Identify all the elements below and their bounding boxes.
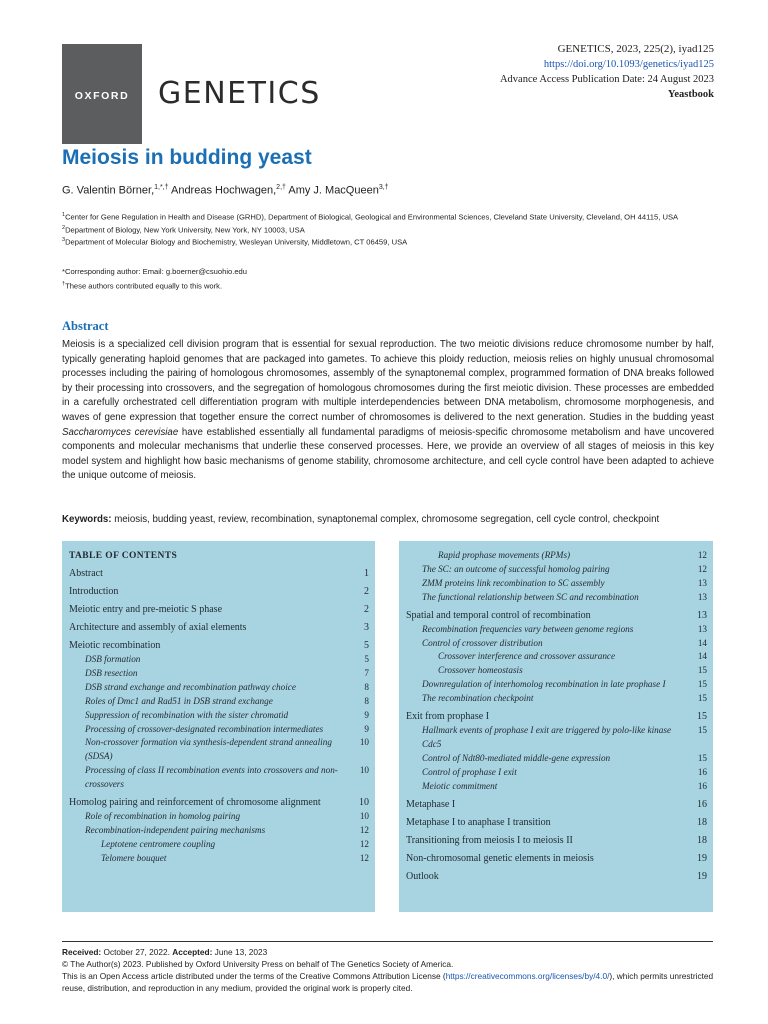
toc-entry[interactable] [406,870,707,884]
toc-entry-page: 15 [697,752,707,763]
toc-entry-page: 16 [697,780,707,791]
toc-entry-title: Recombination-independent pairing mechanisms [85,824,266,835]
toc-entry-title: Abstract [69,568,103,579]
toc-entry-title: Recombination frequencies vary between genome regions [422,623,634,634]
toc-entry[interactable] [69,621,369,635]
section-label: Yeastbook [667,89,714,100]
toc-entry[interactable] [406,852,707,866]
toc-entry[interactable] [406,563,707,577]
toc-entry[interactable] [69,681,369,695]
toc-entry-title: Non-chromosomal genetic elements in meiosis [406,852,594,864]
citation: GENETICS, 2023, 225(2), iyad125 [557,43,714,55]
toc-entry-page: 15 [697,679,707,690]
oxford-logo [62,44,142,144]
author-list [62,184,389,197]
toc-entry-page: 5 [364,640,369,651]
toc-entry[interactable] [69,796,369,810]
publisher-logo-text: OXFORD [74,90,130,102]
toc-entry-page: 7 [364,667,369,678]
toc-entry-page: 19 [697,870,707,882]
toc-entry[interactable] [69,585,369,599]
toc-entry-title: Control of prophase I exit [422,766,517,777]
toc-entry[interactable] [406,724,707,752]
toc-entry-title: Processing of crossover-designated recombination intermediates [85,723,324,734]
citation-block [500,42,714,102]
toc-entry-title: Non-crossover formation via synthesis-dependent strand annealing (SDSA) [85,737,332,762]
history-dates: Received: October 27, 2022. Accepted: June 13, 2023 [62,947,268,957]
toc-entry-page: 2 [364,586,369,597]
toc-entry-title: Rapid prophase movements (RPMs) [438,550,571,560]
toc-entry-title: ZMM proteins link recombination to SC assembly [422,577,605,588]
toc-entry[interactable] [406,798,707,812]
toc-entry-page: 9 [364,709,369,720]
toc-entry-title: Control of Ndt80-mediated middle-gene expression [422,752,611,763]
toc-entry[interactable] [406,609,707,623]
license-link[interactable]: https://creativecommons.org/licenses/by/4.0/ [445,971,610,981]
toc-entry-page: 19 [697,852,707,864]
toc-entry-title: The functional relationship between SC and recombination [422,591,639,602]
affiliations [62,210,712,248]
toc-entry[interactable] [69,838,369,852]
toc-entry[interactable] [69,603,369,617]
toc-entry[interactable] [69,810,369,824]
toc-entry-page: 5 [364,654,369,664]
toc-entry-page: 18 [697,816,707,828]
affiliation: $^1$Center for Gene Regulation in Health and Disease (GRHD), Department of Biological, Geological and Environmental Sciences, Cleveland State University, Cleveland, OH 44115, USA [62,212,679,222]
toc-entry[interactable] [406,834,707,848]
toc-entry-title: Suppression of recombination with the sister chromatid [85,709,289,720]
toc-entry[interactable] [406,678,707,692]
toc-entry-title: Meiotic recombination [69,640,161,651]
toc-entry-page: 12 [697,550,707,560]
toc-entry-page: 12 [359,824,369,835]
toc-entry-page: 16 [697,766,707,777]
toc-entry-title: Introduction [69,586,119,597]
author-name: Andreas Hochwagen, [170,184,277,197]
footer-divider [62,941,713,942]
toc-entry-title: Downregulation of interhomolog recombination in late prophase I [422,679,666,690]
author-affiliation-mark: 2,† [276,184,286,191]
keywords [62,514,722,525]
toc-entry[interactable] [406,780,707,794]
toc-entry-title: Leptotene centromere coupling [101,838,216,849]
toc-left-column [62,541,375,912]
toc-entry-title: Meiotic entry and pre-meiotic S phase [69,604,223,615]
toc-entry-page: 12 [359,838,369,849]
toc-entry-page: 10 [359,765,369,776]
toc-entry-page: 15 [697,711,707,723]
copyright: © The Author(s) 2023. Published by Oxford University Press on behalf of The Genetics Society of America. [62,959,454,969]
toc-entry[interactable] [69,764,369,792]
toc-entry[interactable] [69,824,369,838]
toc-entry[interactable] [69,695,369,709]
species-name: Saccharomyces cerevisiae [62,426,179,438]
toc-entry-page: 10 [359,737,369,748]
toc-entry[interactable] [69,709,369,723]
toc-entry-page: 12 [359,852,369,863]
journal-name: GENETICS [158,76,321,111]
toc-entry-page: 15 [697,665,707,676]
toc-entry-title: DSB formation [85,654,141,664]
toc-entry[interactable] [406,710,707,724]
toc-entry-title: Hallmark events of prophase I exit are triggered by polo-like kinase Cdc5 [422,725,672,749]
toc-entry-title: Exit from prophase I [406,711,490,723]
toc-entry[interactable] [406,752,707,766]
toc-entry-title: The recombination checkpoint [422,693,534,704]
toc-entry[interactable] [406,766,707,780]
affiliation: $^3$Department of Molecular Biology and Biochemistry, Wesleyan University, Middletown, CT 06459, USA [62,237,408,247]
author-notes [62,266,247,293]
toc-entry-page: 2 [364,604,369,615]
toc-entry[interactable] [406,816,707,830]
toc-entry-page: 12 [697,563,707,574]
toc-entry-page: 13 [697,623,707,634]
publication-date: Advance Access Publication Date: 24 August 2023 [499,74,714,85]
toc-entry-page: 18 [697,834,707,846]
keywords-list: meiosis, budding yeast, review, recombination, synaptonemal complex, chromosome segregation, cell cycle control, checkpoint [111,514,660,525]
toc-entry-page: 15 [697,725,707,736]
toc-entry-title: DSB resection [85,667,138,678]
toc-entry[interactable] [69,639,369,653]
abstract-heading: Abstract [62,319,109,333]
author-affiliation-mark: 3,† [378,184,389,191]
toc-entry-page: 1 [364,568,369,579]
abstract-text: Meiosis is a specialized cell division program that is essential for sexual reproduction. The two meiotic divisions reduce chromosome number by half, typically generating haploid genomes that are packaged into gametes. To achieve this ploidy reduction, meiosis relies on highly unusual chromosomal processes including the pairing of homologous chromosomes, assembly of the synaptonemal complex, programmed formation of DNA breaks followed by their processing into crossovers, and the segregation of homologous chromosomes during the first meiotic division. These processes are embedded in a carefully orchestrated cell differentiation program with multiple interdependencies between DNA metabolism, chromosome morphogenesis, and waves of gene expression that together ensure the correct number of chromosomes is delivered to the next generation. Studies in the budding yeast Saccharomyces cerevisiae have established essentially all fundamental paradigms of meiosis-specific chromosome metabolism and have uncovered components and molecular mechanisms that underlie these conserved processes. Here, we provide an overview of all stages of meiosis in this key model system and highlight how basic mechanisms of genome stability, chromosome architecture, and cell cycle control have been adapted to achieve the unique outcome of meiosis. [62,339,714,482]
toc-entry-page: 13 [697,609,707,621]
license-statement: This is an Open Access article distributed under the terms of the Creative Commons Attribution License (https://creativecommons.org/licenses/by/4.0/), which permits unrestricted reuse, distribution, and reproduction in any medium, provided the original work is properly cited. [62,971,714,993]
toc-entry-page: 10 [359,811,369,822]
toc-entry[interactable] [406,664,707,678]
toc-entry[interactable] [406,591,707,605]
toc-entry-page: 16 [697,798,707,810]
toc-entry[interactable] [69,667,369,681]
toc-entry-title: Control of crossover distribution [422,637,543,648]
toc-entry[interactable] [406,623,707,637]
article-footer [62,946,722,994]
toc-entry-title: Homolog pairing and reinforcement of chromosome alignment [69,797,321,809]
toc-entry-title: Role of recombination in homolog pairing [85,811,241,822]
toc-entry-title: Telomere bouquet [101,852,167,863]
toc-entry-title: Transitioning from meiosis I to meiosis II [406,834,573,846]
keywords-label: Keywords: [62,514,112,525]
author-affiliation-mark: 1,*,† [154,184,169,191]
author-name: G. Valentin Börner, [62,184,155,197]
toc-entry[interactable] [69,736,369,764]
toc-entry-page: 8 [364,681,369,692]
toc-entry-title: Meiotic commitment [422,780,498,791]
toc-entry-title: Spatial and temporal control of recombination [406,609,591,621]
toc-entry[interactable] [69,653,369,667]
toc-entry[interactable] [69,567,369,581]
toc-entry-page: 15 [697,693,707,704]
toc-entry-title: The SC: an outcome of successful homolog pairing [422,563,610,574]
toc-title: TABLE OF CONTENTS [69,551,178,561]
doi-link[interactable]: https://doi.org/10.1093/genetics/iyad125 [543,59,714,70]
toc-entry-page: 14 [697,651,707,662]
toc-entry-page: 8 [364,695,369,706]
toc-right-column [399,541,713,912]
toc-entry[interactable] [406,650,707,664]
toc-entry-page: 13 [697,577,707,588]
corresponding-author-note: *Corresponding author: Email: g.boerner@csuohio.edu [62,267,248,276]
toc-entry-page: 9 [364,723,369,734]
affiliation: $^2$Department of Biology, New York University, New York, NY 10003, USA [62,224,305,235]
toc-entry-title: Processing of class II recombination events into crossovers and non-crossovers [85,765,338,790]
toc-entry-page: 3 [364,622,369,633]
toc-entry-title: Roles of Dmc1 and Rad51 in DSB strand exchange [85,695,273,706]
toc-entry-title: Crossover homeostasis [438,665,523,676]
toc-entry-title: DSB strand exchange and recombination pathway choice [85,681,296,692]
toc-entry-title: Outlook [406,870,439,882]
toc-entry-title: Crossover interference and crossover assurance [438,651,616,662]
toc-entry-page: 14 [697,637,707,648]
toc-entry[interactable] [406,692,707,706]
toc-entry[interactable] [69,852,369,866]
toc-entry-title: Metaphase I [406,798,456,810]
article-title: Meiosis in budding yeast [62,146,312,169]
toc-entry[interactable] [406,549,707,563]
toc-entry-title: Architecture and assembly of axial elements [69,622,247,633]
toc-entry-title: Metaphase I to anaphase I transition [406,816,551,828]
toc-entry[interactable] [406,577,707,591]
toc-entry-page: 10 [359,797,369,809]
toc-entry[interactable] [69,723,369,737]
toc-entry-page: 13 [697,591,707,602]
toc-entry[interactable] [406,637,707,651]
equal-contribution-note: †These authors contributed equally to this work. [62,281,223,291]
author-name: Amy J. MacQueen [288,184,379,197]
